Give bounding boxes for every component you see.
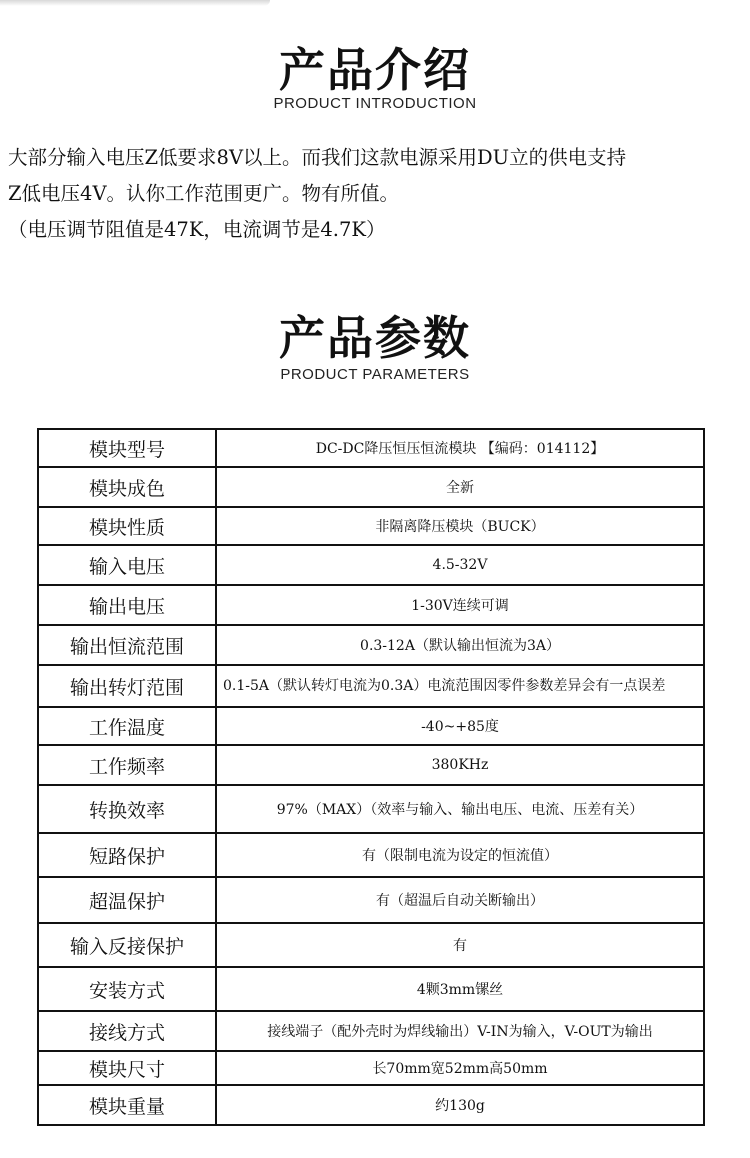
param-label: 输入反接保护 [38, 923, 216, 967]
param-value: 4.5-32V [216, 545, 704, 585]
table-row [38, 877, 704, 923]
param-value: 全新 [216, 467, 704, 507]
param-label: 超温保护 [38, 877, 216, 923]
table-row [38, 625, 704, 665]
param-value: 0.3-12A（默认输出恒流为3A） [216, 625, 704, 665]
table-row [38, 1011, 704, 1051]
table-row [38, 467, 704, 507]
table-row [38, 585, 704, 625]
top-shadow-decoration [0, 0, 270, 6]
param-label: 输出电压 [38, 585, 216, 625]
param-label: 模块重量 [38, 1085, 216, 1125]
param-value: 97%（MAX）（效率与输入、输出电压、电流、压差有关） [216, 785, 704, 833]
intro-text-line-2: Z低电压4V。认你工作范围更广。物有所值。 [8, 182, 400, 205]
table-row [38, 785, 704, 833]
param-label: 模块性质 [38, 507, 216, 545]
param-label: 安装方式 [38, 967, 216, 1011]
param-label: 输出恒流范围 [38, 625, 216, 665]
param-value: 有（超温后自动关断输出） [216, 877, 704, 923]
parameters-table [37, 428, 705, 1126]
param-value: 1-30V连续可调 [216, 585, 704, 625]
table-row [38, 923, 704, 967]
param-label: 模块型号 [38, 429, 216, 467]
param-value: 4颗3mm镙丝 [216, 967, 704, 1011]
table-row [38, 833, 704, 877]
table-row [38, 745, 704, 785]
param-value: 0.1-5A（默认转灯电流为0.3A）电流范围因零件参数差异会有一点误差 [216, 665, 704, 707]
section-subtitle-introduction: PRODUCT INTRODUCTION [273, 95, 477, 112]
param-value: 约130g [216, 1085, 704, 1125]
section-title-introduction: 产品介绍 [279, 43, 471, 97]
table-row [38, 967, 704, 1011]
param-value: 接线端子（配外壳时为焊线输出）V-IN为输入，V-OUT为输出 [216, 1011, 704, 1051]
param-value: 有（限制电流为设定的恒流值） [216, 833, 704, 877]
intro-text-line-3: （电压调节阻值是47K，电流调节是4.7K） [8, 218, 386, 241]
param-value: 非隔离降压模块（BUCK） [216, 507, 704, 545]
table-row [38, 707, 704, 745]
table-row [38, 665, 704, 707]
table-row [38, 1051, 704, 1085]
intro-text-line-1: 大部分输入电压Z低要求8V以上。而我们这款电源采用DU立的供电支持 [8, 146, 627, 169]
table-row [38, 507, 704, 545]
param-value: 380KHz [216, 745, 704, 785]
param-label: 工作温度 [38, 707, 216, 745]
param-label: 短路保护 [38, 833, 216, 877]
param-label: 接线方式 [38, 1011, 216, 1051]
param-label: 模块成色 [38, 467, 216, 507]
param-value: 有 [216, 923, 704, 967]
param-value: 长70mm宽52mm高50mm [216, 1051, 704, 1085]
section-title-parameters: 产品参数 [279, 311, 471, 365]
table-row [38, 429, 704, 467]
section-subtitle-parameters: PRODUCT PARAMETERS [280, 366, 470, 383]
param-label: 转换效率 [38, 785, 216, 833]
param-value: -40~+85度 [216, 707, 704, 745]
param-value: DC-DC降压恒压恒流模块 【编码：014112】 [216, 429, 704, 467]
param-label: 模块尺寸 [38, 1051, 216, 1085]
table-row [38, 1085, 704, 1125]
param-label: 输入电压 [38, 545, 216, 585]
param-label: 输出转灯范围 [38, 665, 216, 707]
table-row [38, 545, 704, 585]
param-label: 工作频率 [38, 745, 216, 785]
